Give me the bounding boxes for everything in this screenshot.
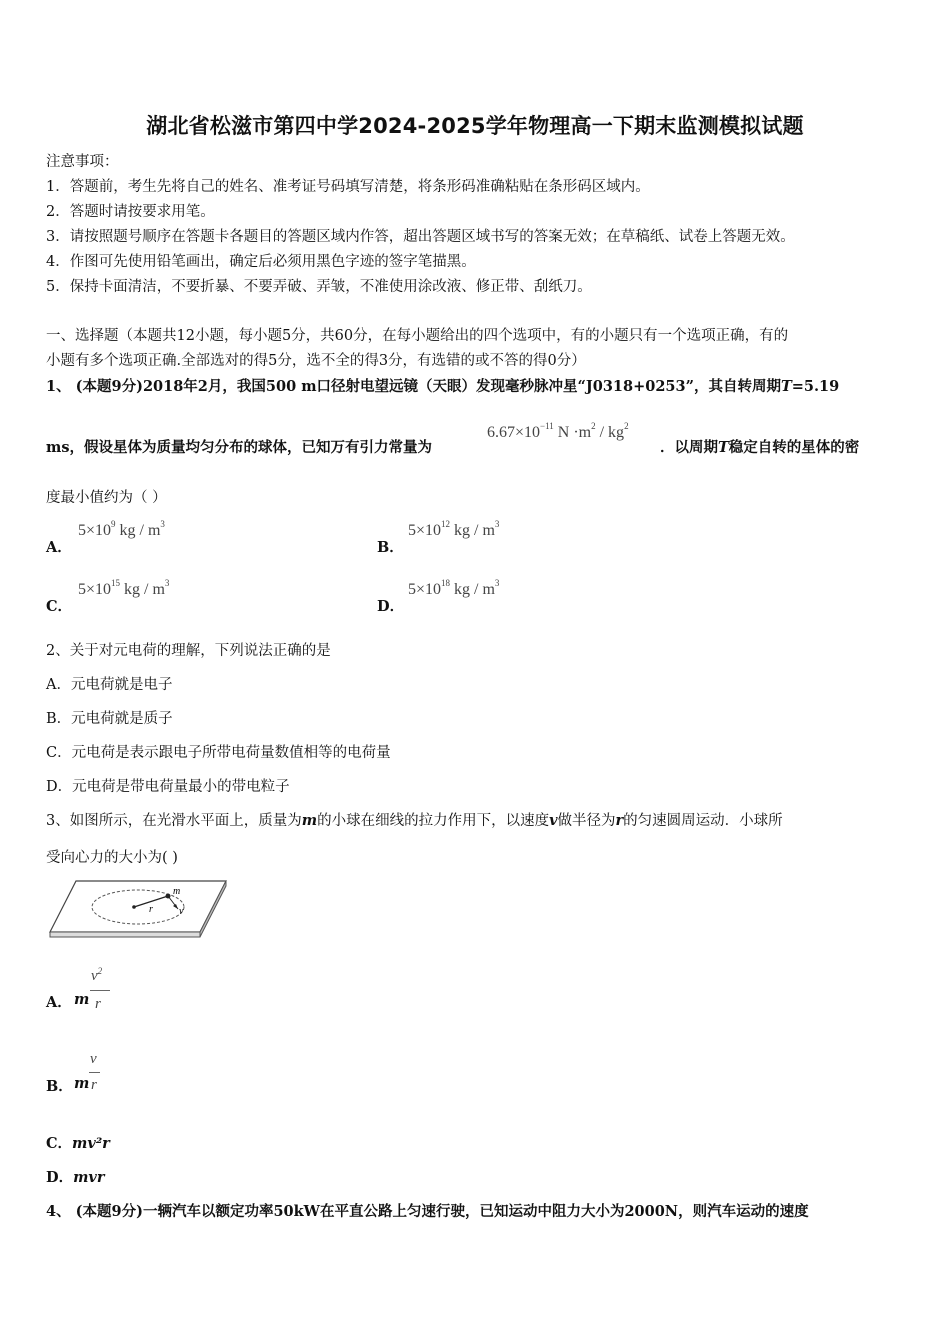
formula-exp: 3: [164, 578, 170, 588]
q3-var-r: r: [615, 812, 624, 829]
q1-stem-line1: [46, 377, 839, 397]
formula-text: v: [91, 968, 98, 984]
q1-option-c-label: C．: [46, 598, 73, 615]
q3-stem-text: 的匀速圆周运动．小球所: [623, 813, 783, 829]
q3-option-d: [46, 1168, 105, 1188]
q1-stem-line3: 度最小值约为（ ）: [46, 490, 167, 506]
q1-stem-line2-tail: [660, 438, 859, 458]
formula-text: 6.67×10: [487, 424, 541, 441]
q1-var-T: T: [718, 439, 729, 456]
q2-option-b: B．元电荷就是质子: [46, 711, 173, 727]
q3-option-a-numerator: [91, 966, 102, 985]
q1-stem-line2-text: [46, 438, 432, 458]
section-heading-line2: 小题有多个选项正确.全部选对的得5分，选不全的得3分，有选错的或不答的得0分）: [46, 353, 586, 369]
formula-exp: 2: [97, 966, 103, 976]
q3-option-d-label: D．: [46, 1169, 74, 1186]
q2-option-c: C．元电荷是表示跟电子所带电荷量数值相等的电荷量: [46, 745, 391, 761]
notice-item: 5．保持卡面清洁，不要折暴、不要弄破、弄皱，不准使用涂改液、修正带、刮纸刀。: [46, 279, 592, 295]
q3-stem-text: 的小球在细线的拉力作用下，以速度: [317, 813, 550, 829]
q1-gravity-constant: [487, 421, 629, 442]
formula-text: kg / m: [120, 581, 165, 598]
notice-item: 4．作图可先使用铅笔画出，确定后必须用黑色字迹的签字笔描黑。: [46, 254, 476, 270]
q3-option-a-label: A．: [46, 994, 72, 1011]
formula-text: N ·m: [553, 424, 592, 441]
formula-exp: 2: [591, 421, 596, 431]
q3-stem-line1: [46, 811, 783, 831]
fig-label-m: m: [173, 886, 181, 897]
formula-text: kg / m: [450, 522, 495, 539]
q3-var-m: m: [301, 812, 318, 829]
q1-stem-text: ．以周期: [660, 439, 718, 456]
formula-text: 5×10: [78, 581, 112, 598]
q1-stem-text: 1、 (本题9分)2018年2月，我国500 m口径射电望远镜（天眼）发现毫秒脉冲星“J0318+0253”，其自转周期: [46, 378, 781, 395]
formula-exp: 18: [441, 578, 451, 588]
q1-option-a-formula: [78, 519, 165, 540]
fig-label-r: r: [149, 904, 153, 915]
q3-option-b-numerator: v: [90, 1051, 97, 1067]
q1-option-a-label: A．: [46, 539, 72, 556]
q3-option-b-denominator: r: [91, 1077, 97, 1093]
q1-option-b-label: B．: [377, 539, 404, 556]
q3-option-c: [46, 1134, 110, 1154]
formula-text: 5×10: [408, 581, 442, 598]
formula-text: kg / m: [115, 522, 161, 539]
q3-circular-motion-figure: [46, 878, 230, 940]
q1-option-c-formula: [78, 578, 170, 599]
page-title: 湖北省松滋市第四中学2024-2025学年物理高一下期末监测模拟试题: [146, 114, 804, 138]
q3-stem-text: 做半径为: [557, 813, 616, 829]
formula-exp: −11: [540, 421, 554, 431]
q3-option-c-formula: mv²r: [72, 1135, 110, 1152]
q2-option-d: D．元电荷是带电荷量最小的带电粒子: [46, 779, 290, 795]
plane-edge: [50, 932, 200, 937]
q3-stem-line2: 受向心力的大小为( ): [46, 850, 178, 866]
q1-stem-text: =5.19: [791, 378, 840, 395]
q1-var-T: T: [780, 378, 792, 395]
formula-exp: 15: [111, 578, 121, 588]
formula-text: 5×10: [408, 522, 442, 539]
q3-option-b-fraction-bar: [89, 1072, 100, 1073]
formula-exp: 3: [494, 519, 500, 529]
formula-exp: 2: [624, 421, 629, 431]
section-heading-line1: 一、选择题（本题共12小题，每小题5分，共60分，在每小题给出的四个选项中，有的小题只有一个选项正确，有的: [46, 328, 789, 344]
q3-option-b-label: B．: [46, 1078, 73, 1095]
formula-exp: 9: [111, 519, 116, 529]
formula-exp: 3: [160, 519, 165, 529]
formula-exp: 3: [494, 578, 500, 588]
q1-stem-text: ms，假设星体为质量均匀分布的球体，已知万有引力常量为: [46, 439, 433, 456]
q1-option-d-formula: [408, 578, 500, 599]
q1-option-b-formula: [408, 519, 500, 540]
q3-var-v: v: [549, 812, 558, 829]
q3-option-b-m: m: [74, 1075, 90, 1092]
formula-text: / kg: [595, 424, 625, 441]
q2-option-a: A．元电荷就是电子: [46, 677, 173, 693]
q3-option-a-fraction-bar: [90, 990, 110, 991]
q1-stem-text: 稳定自转的星体的密: [728, 439, 860, 456]
q1-option-d-label: D．: [377, 598, 405, 615]
notice-item: 3．请按照题号顺序在答题卡各题目的答题区域内作答，超出答题区域书写的答案无效；在草稿纸、试卷上答题无效。: [46, 229, 795, 245]
q3-option-d-formula: mvr: [73, 1169, 105, 1186]
notice-item: 2．答题时请按要求用笔。: [46, 204, 215, 220]
formula-exp: 12: [441, 519, 451, 529]
q3-stem-text: 3、如图所示，在光滑水平面上，质量为: [46, 813, 302, 829]
formula-text: 5×10: [78, 522, 112, 539]
formula-text: kg / m: [450, 581, 495, 598]
q3-option-a-m: m: [74, 991, 90, 1008]
q4-stem-line1: 4、 (本题9分)一辆汽车以额定功率50kW在平直公路上匀速行驶，已知运动中阻力大小为2000N，则汽车运动的速度: [46, 1203, 809, 1220]
q3-option-c-label: C．: [46, 1135, 73, 1152]
q3-option-a-denominator: r: [95, 996, 101, 1012]
fig-label-v: v: [179, 906, 184, 917]
notice-heading: 注意事项：: [46, 154, 119, 170]
q2-stem: 2、关于对元电荷的理解，下列说法正确的是: [46, 643, 331, 659]
notice-item: 1．答题前，考生先将自己的姓名、准考证号码填写清楚，将条形码准确粘贴在条形码区域内。: [46, 179, 650, 195]
